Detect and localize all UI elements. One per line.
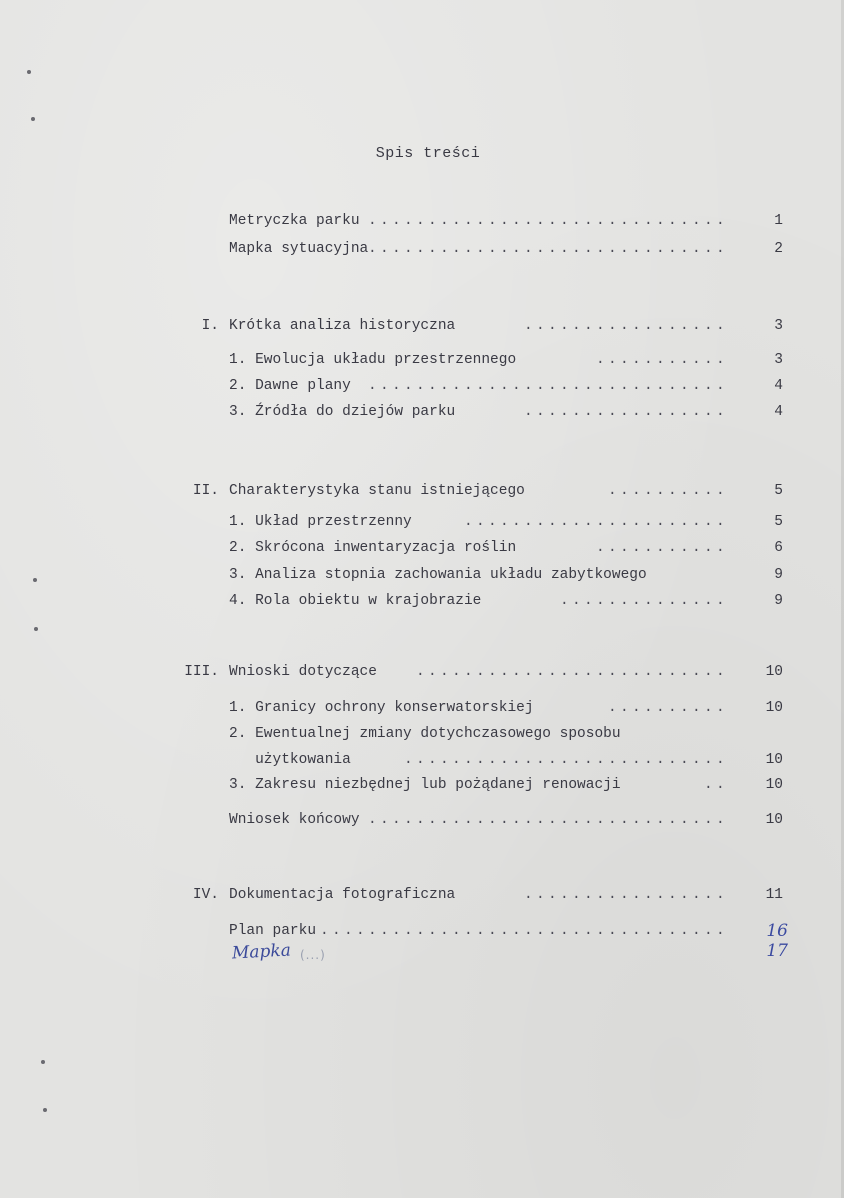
- toc-page-number: 1: [774, 213, 783, 229]
- toc-entry-label: 1. Granicy ochrony konserwatorskiej: [229, 700, 534, 716]
- toc-entry: [0, 809, 844, 831]
- toc-entry: [0, 884, 844, 906]
- toc-page-number: 5: [774, 483, 783, 499]
- toc-page-number: 10: [765, 752, 783, 768]
- toc-page-number: 5: [774, 514, 783, 530]
- toc-leader-dots: ..............................: [367, 241, 728, 257]
- toc-entry: [0, 511, 844, 533]
- toc-page-number: 17: [766, 941, 788, 961]
- toc-page-number: 9: [774, 593, 783, 609]
- toc-leader-dots: ..................................: [319, 923, 728, 939]
- toc-entry: [0, 940, 844, 962]
- toc-entry-label: 2. Skrócona inwentaryzacja roślin: [229, 540, 517, 556]
- toc-section-number: I.: [201, 318, 219, 334]
- punch-hole: [41, 1060, 45, 1064]
- toc-entry: [0, 749, 844, 771]
- handwritten-label: Mapka: [231, 940, 292, 964]
- toc-page-number: 4: [774, 378, 783, 394]
- toc-entry-label: użytkowania: [229, 752, 351, 768]
- toc-leader-dots: ..............................: [367, 213, 728, 229]
- punch-hole: [31, 117, 35, 121]
- toc-leader-dots: ..........................: [415, 664, 728, 680]
- toc-page-number: 6: [774, 540, 783, 556]
- toc-entry-label: Krótka analiza historyczna: [229, 318, 456, 334]
- toc-page-number: 10: [765, 812, 783, 828]
- toc-entry-label: Metryczka parku: [229, 213, 360, 229]
- toc-entry: [0, 723, 844, 745]
- toc-entry-label: Plan parku: [229, 923, 317, 939]
- punch-hole: [27, 70, 31, 74]
- toc-entry: [0, 697, 844, 719]
- toc-entry-label: Wniosek końcowy: [229, 812, 360, 828]
- toc-entry-label: Dokumentacja fotograficzna: [229, 887, 456, 903]
- toc-entry-label: 4. Rola obiektu w krajobrazie: [229, 593, 482, 609]
- toc-page-number: 4: [774, 404, 783, 420]
- toc-page-number: 16: [766, 921, 788, 941]
- toc-entry-label: 1. Ewolucja układu przestrzennego: [229, 352, 517, 368]
- toc-leader-dots: ..........: [607, 700, 728, 716]
- toc-entry: [0, 774, 844, 796]
- toc-page-number: 9: [774, 567, 783, 583]
- punch-hole: [34, 627, 38, 631]
- toc-leader-dots: ..........: [607, 483, 728, 499]
- toc-leader-dots: ...........: [595, 540, 728, 556]
- toc-entry: [0, 210, 844, 232]
- toc-page-number: 2: [774, 241, 783, 257]
- toc-leader-dots: ..............................: [367, 812, 728, 828]
- toc-entry: [0, 590, 844, 612]
- toc-entry: [0, 920, 844, 942]
- toc-entry: [0, 480, 844, 502]
- toc-leader-dots: ...........: [595, 352, 728, 368]
- toc-section-number: II.: [192, 483, 219, 499]
- toc-leader-dots: ...........................: [403, 752, 728, 768]
- toc-entry: [0, 564, 844, 586]
- toc-leader-dots: ......................: [463, 514, 728, 530]
- toc-entry: [0, 238, 844, 260]
- page-title: Spis treści: [375, 145, 481, 162]
- toc-leader-dots: ..............................: [367, 378, 728, 394]
- punch-hole: [43, 1108, 47, 1112]
- toc-entry-label: Mapka sytuacyjna: [229, 241, 369, 257]
- toc-page-number: 10: [765, 664, 783, 680]
- toc-leader-dots: .................: [523, 404, 728, 420]
- toc-entry: [0, 661, 844, 683]
- toc-page-number: 10: [765, 700, 783, 716]
- toc-entry-label: 3. Analiza stopnia zachowania układu zabytkowego: [229, 567, 647, 583]
- toc-entry: [0, 375, 844, 397]
- toc-leader-dots: .................: [523, 887, 728, 903]
- toc-entry-label: 1. Układ przestrzenny: [229, 514, 412, 530]
- toc-entry: [0, 315, 844, 337]
- toc-section-number: IV.: [192, 887, 219, 903]
- toc-entry-label: 2. Ewentualnej zmiany dotychczasowego sposobu: [229, 726, 621, 742]
- toc-entry: [0, 537, 844, 559]
- toc-page-number: 3: [774, 318, 783, 334]
- toc-entry-label: 3. Zakresu niezbędnej lub pożądanej renowacji: [229, 777, 621, 793]
- toc-page-number: 3: [774, 352, 783, 368]
- toc-section-number: III.: [184, 664, 219, 680]
- toc-entry-label: 2. Dawne plany: [229, 378, 351, 394]
- faint-note: (...): [300, 948, 326, 962]
- toc-page-number: 11: [765, 887, 783, 903]
- toc-leader-dots: ..............: [559, 593, 728, 609]
- toc-entry-label: 3. Źródła do dziejów parku: [229, 404, 456, 420]
- toc-entry: [0, 401, 844, 423]
- toc-entry-label: Charakterystyka stanu istniejącego: [229, 483, 525, 499]
- toc-page-number: 10: [765, 777, 783, 793]
- toc-entry-label: Wnioski dotyczące: [229, 664, 377, 680]
- toc-leader-dots: ..: [703, 777, 728, 793]
- toc-entry: [0, 349, 844, 371]
- toc-leader-dots: .................: [523, 318, 728, 334]
